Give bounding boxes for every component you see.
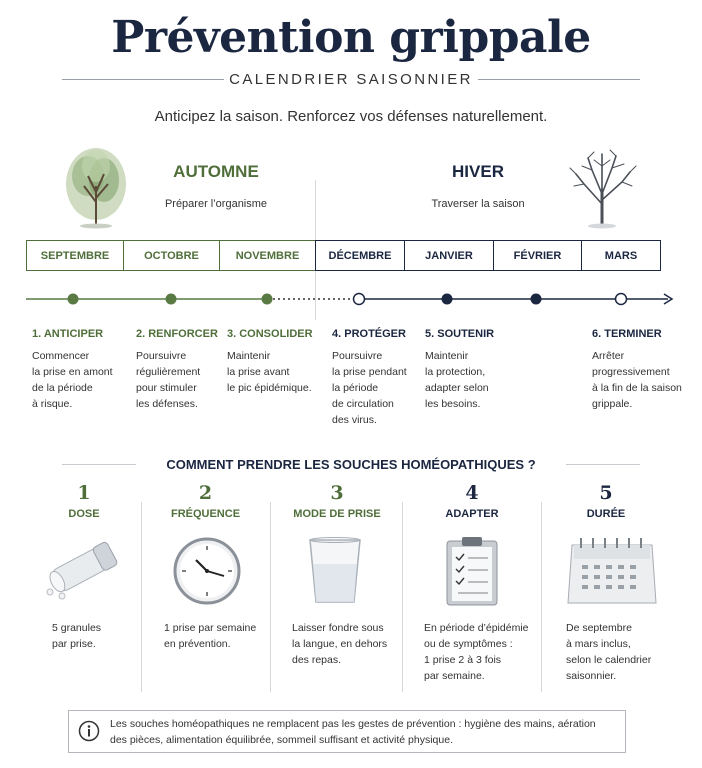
timeline-dot-4: [354, 294, 365, 305]
howto-column-3: [282, 482, 392, 520]
clipboard-checklist-icon: [444, 535, 500, 607]
step-label: 4. PROTÉGER: [332, 328, 406, 340]
pill-tube-icon: [40, 532, 126, 604]
season-title-winter: HIVER: [452, 162, 504, 181]
column-text: En période d’épidémie ou de symptômes : 1 prise 2 à 3 fois par semaine.: [424, 622, 529, 682]
season-title-autumn: AUTOMNE: [173, 162, 259, 181]
column-divider: [270, 502, 271, 692]
timeline-dot-3: [262, 294, 273, 305]
column-text: Laisser fondre sous la langue, en dehors des repas.: [292, 622, 388, 666]
step-5: [425, 328, 517, 412]
step-text: Maintenir la protection, adapter selon les besoins.: [425, 350, 489, 410]
column-label: DOSE: [68, 508, 100, 520]
column-label: FRÉQUENCE: [170, 508, 241, 520]
column-number: 2: [198, 482, 213, 504]
column-number: 4: [465, 482, 479, 504]
bare-tree-icon: [566, 146, 638, 230]
step-4: [332, 328, 424, 428]
month-7: MARS: [581, 240, 661, 271]
howto-column-5: [556, 482, 656, 520]
howto-column-2: [148, 482, 263, 520]
step-3: [227, 328, 319, 396]
step-label: 5. SOUTENIR: [425, 328, 495, 340]
info-icon: [78, 720, 100, 742]
step-text: Maintenir la prise avant le pic épidémique.: [227, 350, 312, 394]
timeline-dot-1: [68, 294, 79, 305]
step-label: 3. CONSOLIDER: [227, 328, 313, 340]
column-label: DURÉE: [586, 508, 626, 520]
timeline: [0, 290, 702, 310]
column-number: 5: [599, 482, 613, 504]
green-tree-icon: [58, 146, 134, 230]
column-label: ADAPTER: [445, 508, 499, 520]
step-label: 1. ANTICIPER: [32, 328, 104, 340]
howto-column-1: [34, 482, 134, 520]
step-1: [32, 328, 132, 412]
timeline-dot-2: [166, 294, 177, 305]
page-subtitle: CALENDRIER SAISONNIER: [229, 71, 473, 88]
step-6: [592, 328, 692, 412]
water-glass-icon: [306, 536, 364, 606]
column-divider: [141, 502, 142, 692]
timeline-dot-6: [531, 294, 542, 305]
month-3: NOVEMBRE: [219, 240, 315, 271]
column-divider: [402, 502, 403, 692]
column-number: 3: [330, 482, 344, 504]
timeline-dot-7: [616, 294, 627, 305]
howto-title: COMMENT PRENDRE LES SOUCHES HOMÉOPATHIQUES ?: [166, 457, 536, 472]
month-1: SEPTEMBRE: [26, 240, 123, 271]
month-6: FÉVRIER: [493, 240, 581, 271]
desk-calendar-icon: [566, 535, 658, 607]
season-subtitle-autumn: Préparer l’organisme: [164, 198, 268, 210]
page-title: Prévention grippale: [111, 12, 591, 63]
step-label: 2. RENFORCER: [136, 328, 218, 340]
month-2: OCTOBRE: [123, 240, 219, 271]
month-4: DÉCEMBRE: [315, 240, 404, 271]
step-2: [136, 328, 228, 412]
step-text: Poursuivre la prise pendant la période de circulation des virus.: [332, 350, 407, 426]
column-label: MODE DE PRISE: [293, 508, 381, 520]
month-5: JANVIER: [404, 240, 493, 271]
clock-icon: [172, 536, 242, 606]
howto-column-4: [422, 482, 522, 520]
tagline: Anticipez la saison. Renforcez vos défenses naturellement.: [154, 108, 548, 125]
column-text: 5 granules par prise.: [52, 622, 102, 650]
timeline-dot-5: [442, 294, 453, 305]
step-text: Poursuivre régulièrement pour stimuler les défenses.: [136, 350, 201, 410]
column-number: 1: [77, 482, 91, 504]
step-text: Commencer la prise en amont de la période à risque.: [32, 350, 113, 410]
column-text: De septembre à mars inclus, selon le calendrier saisonnier.: [566, 622, 652, 682]
step-label: 6. TERMINER: [592, 328, 662, 340]
column-text: 1 prise par semaine en prévention.: [164, 622, 257, 650]
column-divider: [541, 502, 542, 692]
season-subtitle-winter: Traverser la saison: [431, 198, 525, 210]
step-text: Arrêter progressivement à la fin de la saison grippale.: [592, 350, 682, 410]
disclaimer-text: Les souches homéopathiques ne remplacent pas les gestes de prévention : hygiène des mains, aération des pièces, alimentation équilibrée, sommeil suffisant et activité physique.: [110, 718, 596, 746]
